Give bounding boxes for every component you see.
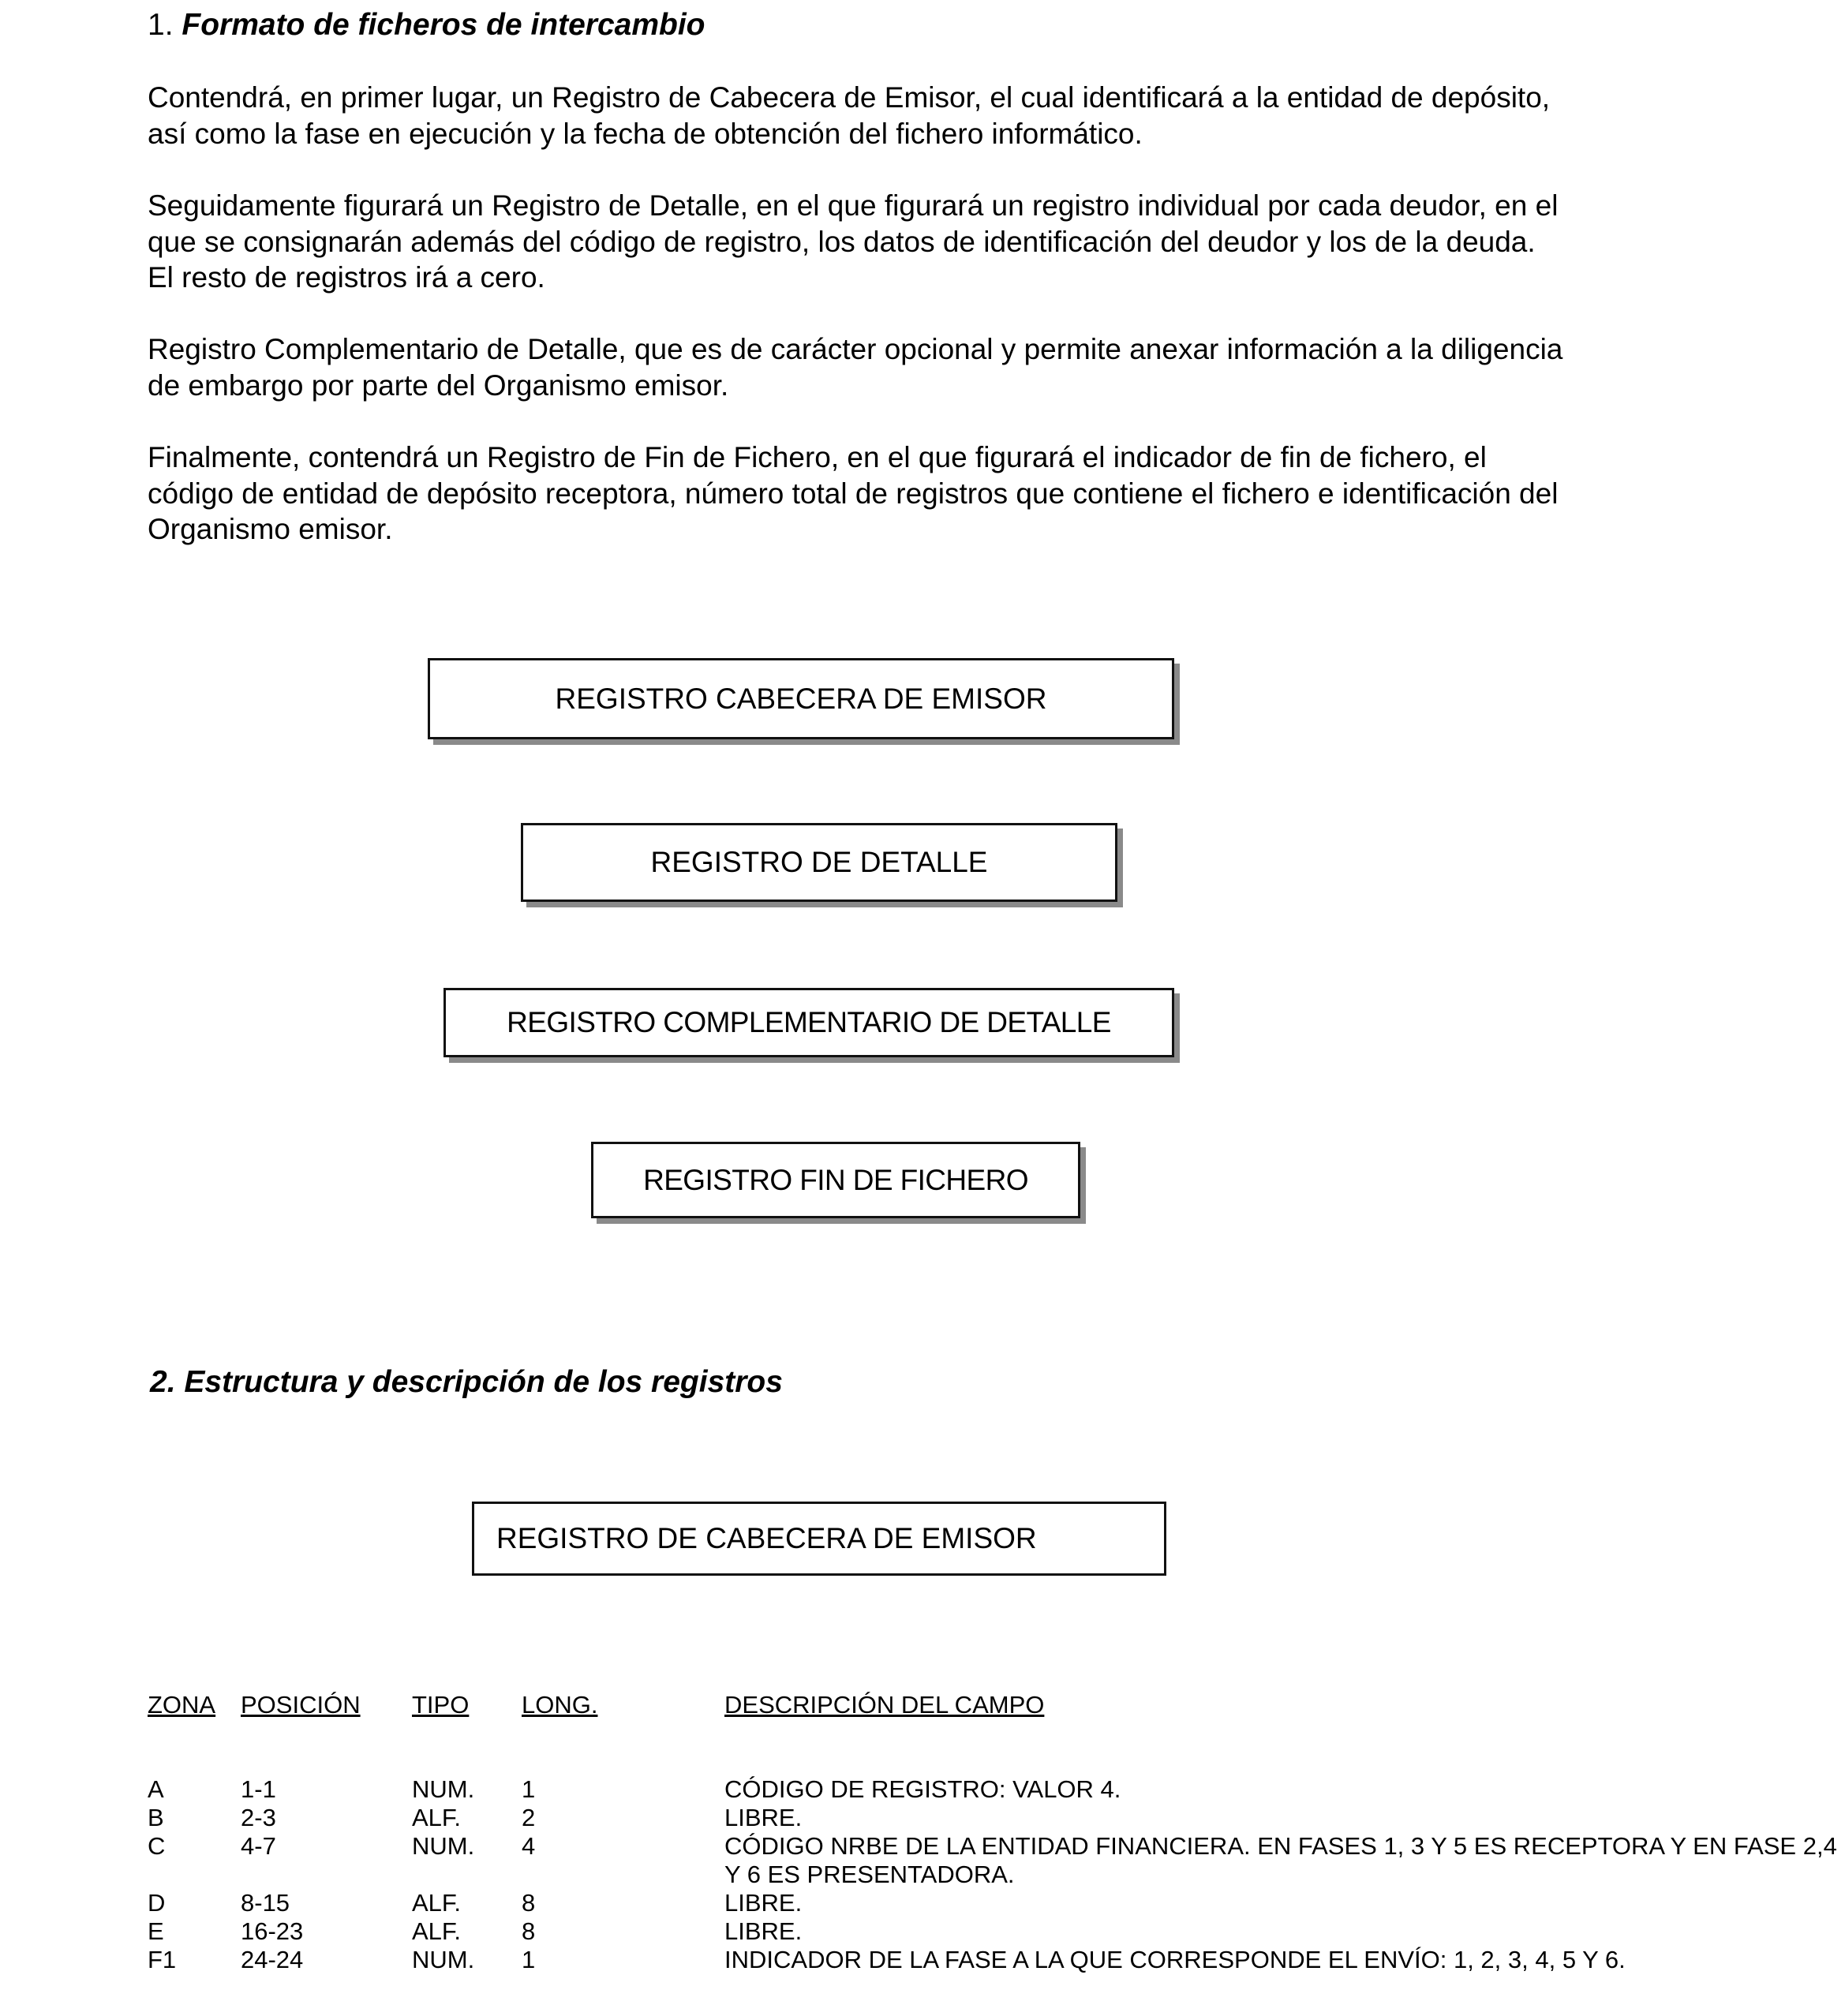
diagram-box-label: REGISTRO COMPLEMENTARIO DE DETALLE [507,1006,1111,1038]
paragraph-fin-fichero: Finalmente, contendrá un Registro de Fin de Fichero, en el que figurará el indicador de fin de fichero, el código de entidad de depósito receptora, número total de registros que contiene el fichero e identificación del Organismo emisor. [148,441,1559,545]
diagram-box-label: REGISTRO CABECERA DE EMISOR [555,682,1047,715]
cell-descripcion: LIBRE. [724,1804,803,1831]
paragraph-complementario: Registro Complementario de Detalle, que es de carácter opcional y permite anexar información a la diligencia de embargo por parte del Organismo emisor. [148,333,1563,402]
cell-posicion: 4-7 [241,1832,276,1860]
cell-descripcion: CÓDIGO NRBE DE LA ENTIDAD FINANCIERA. EN FASES 1, 3 Y 5 ES RECEPTORA Y EN FASE 2,4 Y 6 ES PRESENTADORA. [724,1832,1837,1888]
cell-descripcion: INDICADOR DE LA FASE A LA QUE CORRESPONDE EL ENVÍO: 1, 2, 3, 4, 5 Y 6. [724,1946,1626,1973]
column-header-descripcion: DESCRIPCIÓN DEL CAMPO [724,1691,1045,1719]
cell-tipo: ALF. [412,1917,462,1945]
section-1-number: 1. [148,8,174,42]
cell-long: 4 [522,1832,536,1860]
cell-posicion: 1-1 [241,1775,276,1803]
cell-posicion: 8-15 [241,1889,290,1917]
column-header-zona: ZONA [148,1691,216,1719]
cell-zona: F1 [148,1946,177,1973]
cell-descripcion: LIBRE. [724,1889,803,1917]
diagram-box-complementario [443,988,1174,1057]
cell-long: 8 [522,1889,536,1917]
section-1-heading [148,5,705,46]
cell-tipo: ALF. [412,1889,462,1917]
cell-zona: A [148,1775,164,1803]
cell-tipo: NUM. [412,1775,475,1803]
column-header-posicion: POSICIÓN [241,1691,361,1719]
cell-long: 1 [522,1775,536,1803]
cell-descripcion: LIBRE. [724,1917,803,1945]
paragraph-detalle: Seguidamente figurará un Registro de Detalle, en el que figurará un registro individual por cada deudor, en el que se consignarán además del código de registro, los datos de identificación del deudor y los de la deuda. El resto de registros irá a cero. [148,189,1559,294]
cell-zona: D [148,1889,166,1917]
record-box-cabecera-emisor [472,1502,1166,1576]
cell-tipo: NUM. [412,1832,475,1860]
cell-zona: B [148,1804,164,1831]
cell-zona: C [148,1832,166,1860]
column-header-long: LONG. [522,1691,598,1719]
section-1-title: Formato de ficheros de intercambio [182,8,705,42]
cell-long: 2 [522,1804,536,1831]
diagram-box-label: REGISTRO DE DETALLE [650,846,988,878]
cell-zona: E [148,1917,164,1945]
diagram-box-cabecera-emisor [428,658,1174,739]
cell-tipo: NUM. [412,1946,475,1973]
cell-posicion: 24-24 [241,1946,304,1973]
cell-descripcion: CÓDIGO DE REGISTRO: VALOR 4. [724,1775,1121,1803]
cell-long: 1 [522,1946,536,1973]
diagram-box-detalle [521,823,1117,902]
diagram-box-label: REGISTRO FIN DE FICHERO [643,1163,1028,1196]
section-2-heading: 2. Estructura y descripción de los registros [150,1365,783,1399]
diagram-box-fin-fichero [591,1142,1080,1218]
column-header-tipo: TIPO [412,1691,470,1719]
record-box-label: REGISTRO DE CABECERA DE EMISOR [496,1522,1037,1554]
cell-tipo: ALF. [412,1804,462,1831]
cell-posicion: 16-23 [241,1917,304,1945]
cell-long: 8 [522,1917,536,1945]
cell-posicion: 2-3 [241,1804,276,1831]
paragraph-cabecera: Contendrá, en primer lugar, un Registro de Cabecera de Emisor, el cual identificará a la entidad de depósito, así como la fase en ejecución y la fecha de obtención del fichero informático. [148,81,1551,150]
